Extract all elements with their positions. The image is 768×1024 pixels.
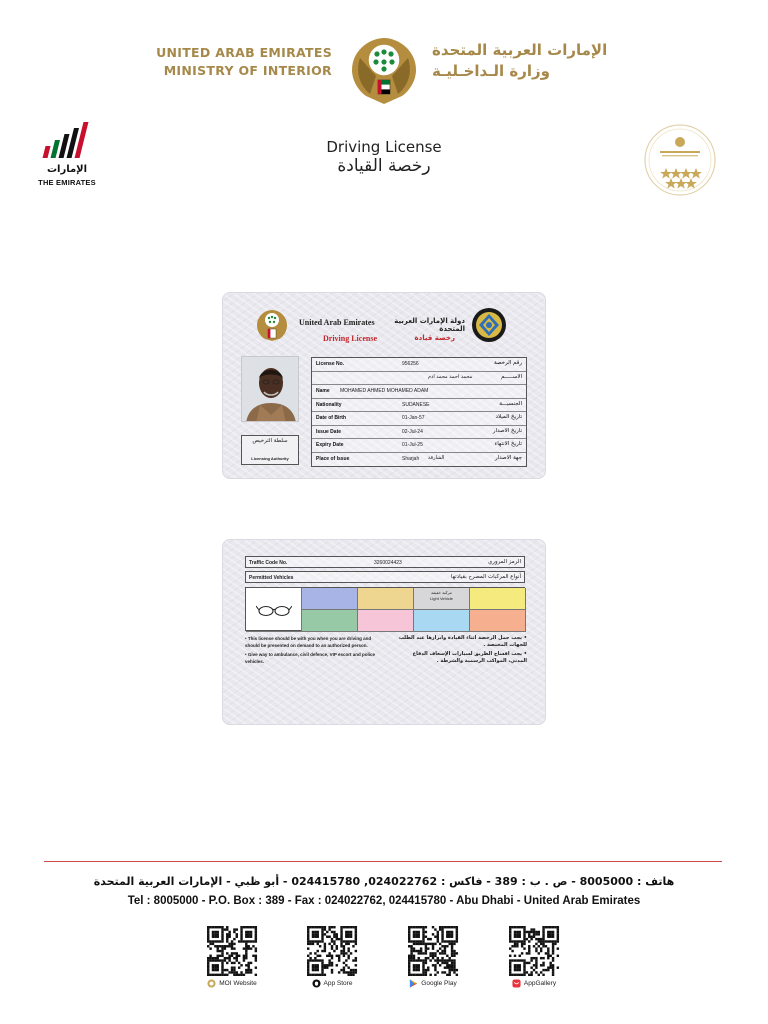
apple-icon [312,979,321,988]
card-country-en: United Arab Emirates [299,318,375,327]
licensing-authority-en: Licensing Authority [251,456,289,461]
card-doc-title-ar: رخصة قيادة [414,334,455,342]
value-name-ar: محمد احمد محمد ادم [428,374,473,380]
star-rating-badge-icon [644,124,716,196]
vehicle-cell-light-vehicle [414,588,470,610]
value-traffic-code: 3260024423 [374,559,402,566]
label-name-ar: الاســـــم [501,373,522,380]
glasses-cell [246,588,302,632]
card-notes-ar [393,635,527,667]
emirates-logo-ar: الإمارات [46,164,88,175]
row-place-of-issue [312,453,526,467]
holder-photo [241,356,299,422]
qr-caption [196,977,268,989]
label-expiry-date-ar: تاريخ الانتهاء [494,441,522,447]
label-issue-date-ar: تاريخ الاصدار [492,427,522,434]
licensing-authority-box [241,435,299,465]
vehicle-cell [414,610,470,632]
row-issue-date [312,426,526,440]
glasses-icon [256,603,292,617]
label-place-of-issue: Place of Issue [316,455,350,462]
holder-photo-image [242,357,299,422]
row-license-no [312,358,526,372]
note-ar-carry-license: • يجب حمل الرخصة اثناء القيادة وابرازها عند الطلب للجهات المختصة . [398,635,527,648]
qr-code-icon [306,926,358,976]
label-nationality-ar: الجنسيـــة [499,400,522,407]
label-date-of-birth: Date of Birth [316,415,346,421]
vehicle-cell [302,588,358,610]
row-expiry-date [312,439,526,453]
qr-label-moi-website: MOI Website [219,979,257,987]
label-issue-date: Issue Date [316,428,342,435]
light-vehicle-en: Light Vehicle [430,596,453,601]
emirates-logo-en: THE EMIRATES [38,178,96,187]
vehicle-cell [470,588,526,610]
row-traffic-code [245,556,525,568]
ministry-ar-line2: وزارة الـداخـليـة [432,62,550,80]
gcc-emblem-icon [471,307,507,343]
value-expiry-date: 01-Jul-25 [402,442,423,448]
label-traffic-code-ar: الرمز المروري [487,558,521,565]
google-play-icon [409,979,418,988]
license-card-front [222,292,546,479]
vehicle-category-grid [245,587,525,631]
page-title-ar: رخصة القيادة [337,156,431,176]
value-date-of-birth: 01-Jan-57 [402,415,425,421]
row-permitted-vehicles [245,571,525,583]
qr-code-icon [206,926,258,976]
value-license-no: 956256 [402,361,419,367]
label-license-no-ar: رقم الرخصة [493,360,522,366]
label-permitted-vehicles-ar: أنواع المركبات المصرح بقيادتها [450,573,521,580]
qr-label-appgallery: AppGallery [523,979,557,987]
row-name-ar [312,372,526,386]
vehicle-cell [358,588,414,610]
qr-moi-website[interactable] [196,926,266,992]
ministry-ar-line1: الإمارات العربية المتحدة [432,41,608,59]
light-vehicle-ar: مركبة خفيفة [431,590,452,595]
label-traffic-code: Traffic Code No. [249,559,288,566]
license-card-back [222,539,546,725]
emirates-stripes-icon [36,120,98,164]
qr-code-icon [508,926,560,976]
vehicle-cell [358,610,414,632]
moi-globe-icon [207,979,216,988]
licensing-authority-ar: سلطة الترخيص [252,438,288,444]
qr-label-google-play: Google Play [421,979,457,987]
qr-google-play[interactable] [397,926,467,992]
label-date-of-birth-ar: تاريخ الميلاد [495,414,522,420]
page-title-en: Driving License [326,138,442,156]
ministry-name-en [150,44,332,80]
card-uae-emblem-icon [255,308,289,342]
appgallery-icon [512,979,521,988]
value-place-of-issue: Sharjah [402,455,420,462]
note-en-give-way: • Give way to ambulance, civil defence, VIP escort and police vehicles. [245,652,376,664]
vehicle-cell [470,610,526,632]
the-emirates-logo [36,120,98,192]
row-nationality [312,399,526,413]
qr-appgallery[interactable] [498,926,568,992]
qr-code-icon [407,926,459,976]
uae-emblem-icon [346,32,422,108]
ministry-en-line2: MINISTRY OF INTERIOR [163,63,332,78]
label-place-of-issue-ar: جهة الاصدار [494,454,522,461]
footer-contact-ar: هاتف : 8005000 - ص . ب : 389 - فاكس : 024022762, 024415780 - أبو ظبي - الإمارات العربية المتحدة [93,875,675,888]
row-date-of-birth [312,412,526,426]
row-name [312,385,526,399]
qr-app-store[interactable] [296,926,366,992]
vehicle-cell [302,610,358,632]
value-place-of-issue-ar: الشارقة [428,455,445,461]
card-notes-en [245,636,385,668]
label-license-no: License No. [316,361,345,367]
note-ar-give-way: • يجب افساح الطريق لسيارات الإسعاف الدفاع المدني، المواكب الرسمية والشرطة . [412,651,527,664]
qr-label-app-store: App Store [323,979,353,987]
license-info-table [311,357,527,467]
card-doc-title-en: Driving License [323,334,377,343]
footer-divider [44,861,722,862]
value-name: MOHAMED AHMED MOHAMED ADAM [340,388,429,394]
label-nationality: Nationality [316,401,342,408]
value-nationality: SUDANESE [402,401,430,408]
ministry-name-ar [432,40,612,82]
ministry-en-line1: UNITED ARAB EMIRATES [156,45,332,60]
label-name: Name [316,388,330,394]
footer-contact-en: Tel : 8005000 - P.O. Box : 389 - Fax : 024022762, 024415780 - Abu Dhabi - United Arab Emirates [127,895,641,907]
qr-caption [296,977,368,989]
qr-caption [498,977,570,989]
value-issue-date: 02-Jul-24 [402,428,423,435]
note-en-carry-license: • This license should be with you when you are driving and should be presented on demand to an authorized person. [245,636,372,648]
label-expiry-date: Expiry Date [316,442,344,448]
label-permitted-vehicles: Permitted Vehicles [249,574,294,581]
qr-caption [397,977,469,989]
card-country-ar: دولة الإمارات العربية المتحدة [394,317,465,333]
